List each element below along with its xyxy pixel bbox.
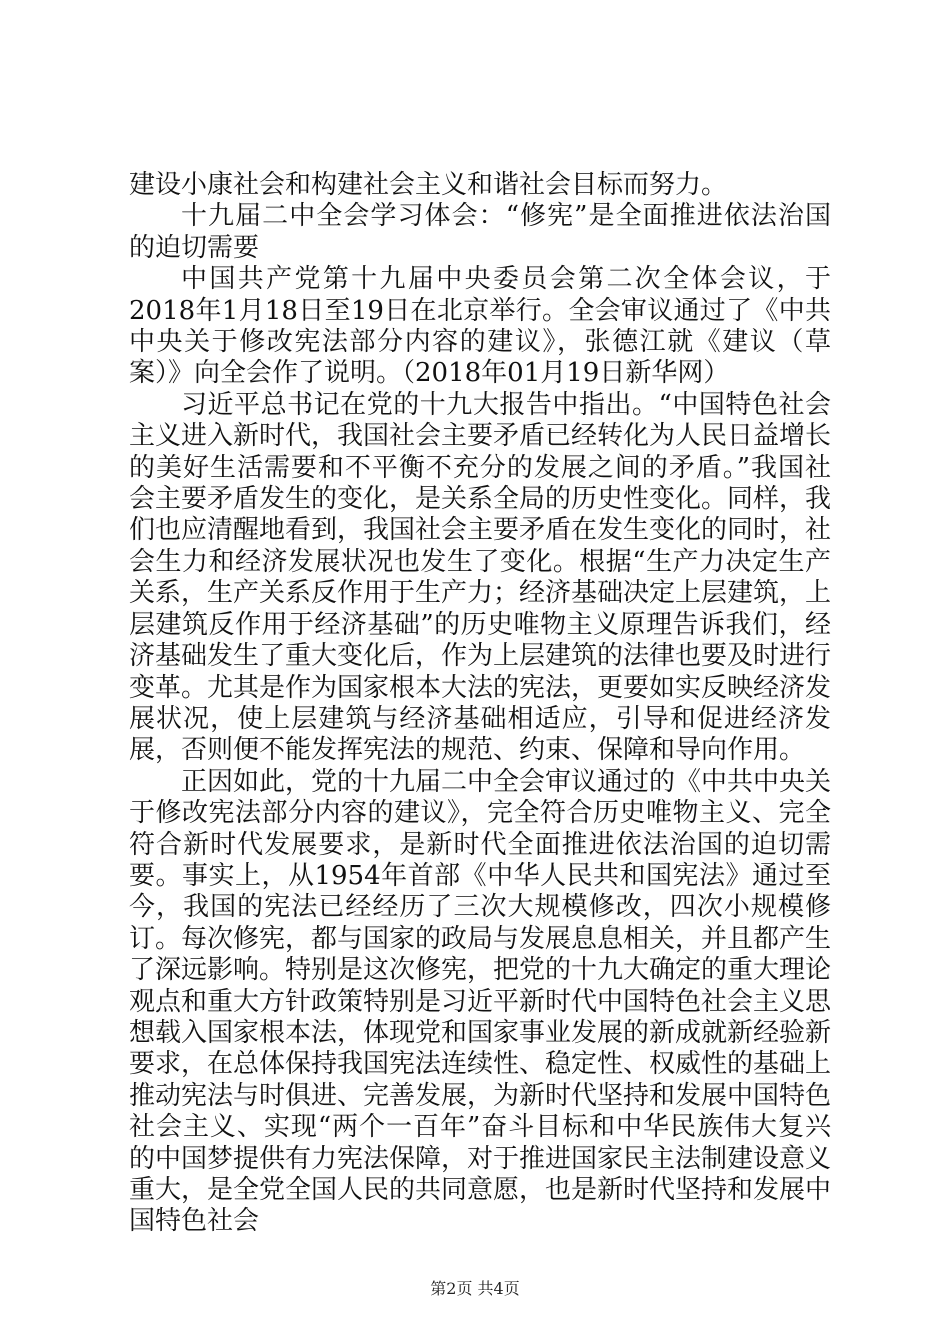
page-number-footer: 第2页 共4页 bbox=[430, 1279, 520, 1298]
paragraph: 正因如此，党的十九届二中全会审议通过的《中共中央关于修改宪法部分内容的建议》，完全符合历史唯物主义、完全符合新时代发展要求，是新时代全面推进依法治国的迫切需要。事实上，从1954年首部《中华人民共和国宪法》通过至今，我国的宪法已经经历了三次大规模修改，四次小规模修订。每次修宪，都与国家的政局与发展息息相关，并且都产生了深远影响。特别是这次修宪，把党的十九大确定的重大理论观点和重大方针政策特别是习近平新时代中国特色社会主义思想载入国家根本法，体现党和国家事业发展的新成就新经验新要求，在总体保持我国宪法连续性、稳定性、权威性的基础上推动宪法与时俱进、完善发展，为新时代坚持和发展中国特色社会主义、实现“两个一百年”奋斗目标和中华民族伟大复兴的中国梦提供有力宪法保障，对于推进国家民主法制建设意义重大，是全党全国人民的共同意愿，也是新时代坚持和发展中国特色社会 bbox=[129, 766, 832, 1237]
paragraph-continuation: 建设小康社会和构建社会主义和谐社会目标而努力。 bbox=[129, 170, 728, 200]
paragraph: 习近平总书记在党的十九大报告中指出。“中国特色社会主义进入新时代，我国社会主要矛盾已经转化为人民日益增长的美好生活需要和不平衡不充分的发展之间的矛盾。”我国社会主要矛盾发生的变化，是关系全局的历史性变化。同样，我们也应清醒地看到，我国社会主要矛盾在发生变化的同时，社会生力和经济发展状况也发生了变化。根据“生产力决定生产关系，生产关系反作用于生产力；经济基础决定上层建筑，上层建筑反作用于经济基础”的历史唯物主义原理告诉我们，经济基础发生了重大变化后，作为上层建筑的法律也要及时进行变革。尤其是作为国家根本大法的宪法，更要如实反映经济发展状况，使上层建筑与经济基础相适应，引导和促进经济发展，否则便不能发挥宪法的规范、约束、保障和导向作用。 bbox=[129, 389, 832, 766]
article-title: 十九届二中全会学习体会：“修宪”是全面推进依法治国的迫切需要 bbox=[129, 201, 831, 263]
document-body bbox=[129, 170, 831, 1238]
paragraph: 中国共产党第十九届中央委员会第二次全体会议，于2018年1月18日至19日在北京举行。全会审议通过了《中共中央关于修改宪法部分内容的建议》，张德江就《建议（草案）》向全会作了说明。（2018年01月19日新华网） bbox=[129, 264, 831, 389]
